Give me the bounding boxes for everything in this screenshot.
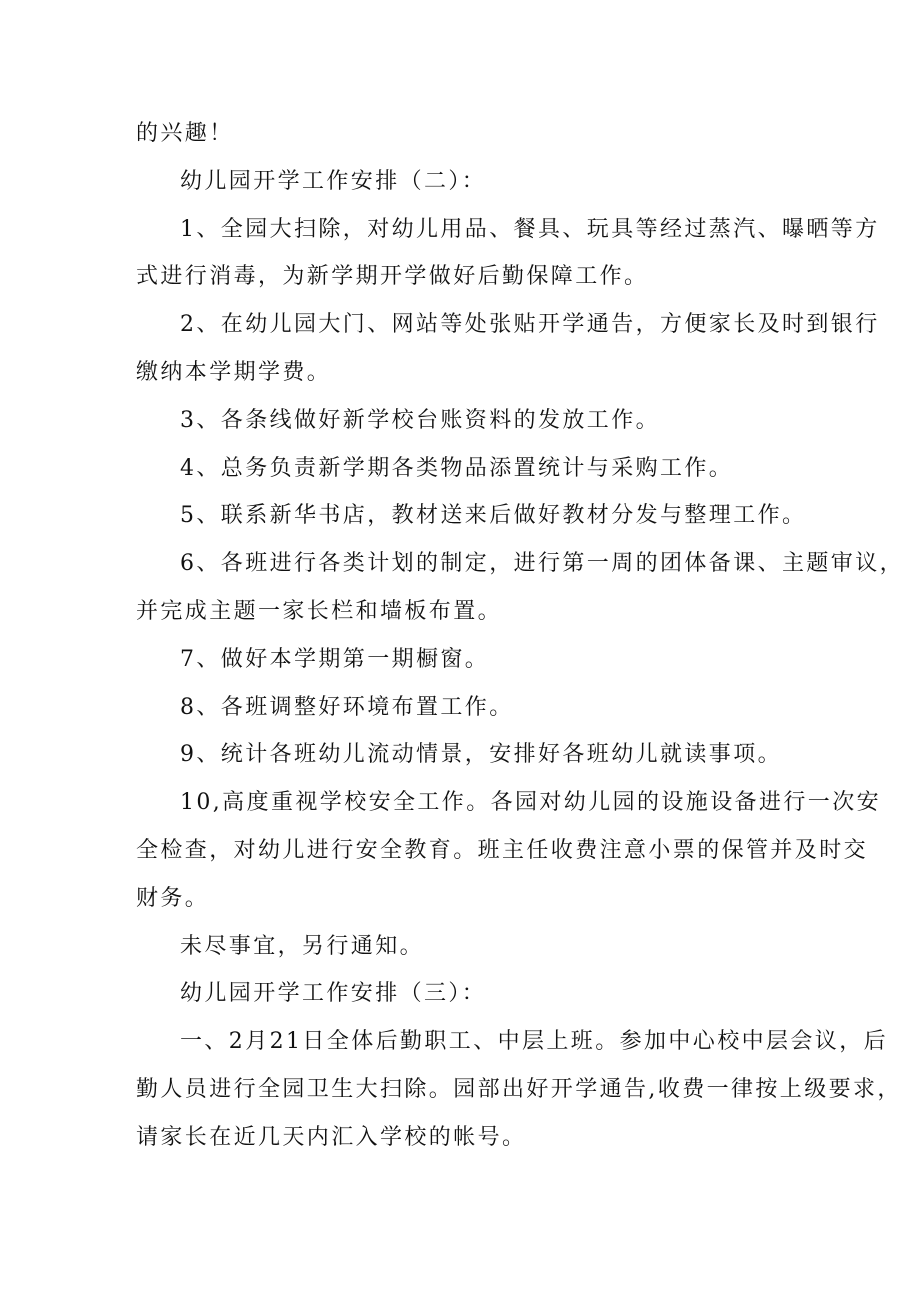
text-line: 3、各条线做好新学校台账资料的发放工作。 [180, 407, 660, 433]
text-line: 6、各班进行各类计划的制定，进行第一周的团体备课、主题审议， [180, 551, 904, 577]
text-line: 式进行消毒，为新学期开学做好后勤保障工作。 [136, 264, 649, 290]
text-line: 财务。 [136, 885, 210, 911]
text-line: 8、各班调整好环境布置工作。 [180, 694, 514, 720]
text-line: 5、联系新华书店，教材送来后做好教材分发与整理工作。 [180, 503, 807, 529]
text-line: 并完成主题一家长栏和墙板布置。 [136, 598, 503, 624]
document-body [136, 110, 904, 1162]
text-line: 9、统计各班幼儿流动情景，安排好各班幼儿就读事项。 [180, 742, 782, 768]
text-line: 4、总务负责新学期各类物品添置统计与采购工作。 [180, 455, 734, 481]
text-line: 7、做好本学期第一期橱窗。 [180, 646, 490, 672]
text-line: 缴纳本学期学费。 [136, 359, 332, 385]
section-heading: 幼儿园开学工作安排（三）： [180, 981, 487, 1007]
text-line: 请家长在近几天内汇入学校的帐号。 [136, 1124, 527, 1150]
text-line: 的兴趣！ [136, 121, 234, 146]
text-line: 1、全园大扫除，对幼儿用品、餐具、玩具等经过蒸汽、曝晒等方 [180, 216, 880, 242]
text-line: 未尽事宜，另行通知。 [180, 933, 425, 959]
text-line: 10,高度重视学校安全工作。各园对幼儿园的设施设备进行一次安 [180, 790, 881, 816]
text-line: 全检查，对幼儿进行安全教育。班主任收费注意小票的保管并及时交 [136, 837, 869, 863]
text-line: 一、2月21日全体后勤职工、中层上班。参加中心校中层会议，后 [180, 1029, 888, 1055]
text-line: 2、在幼儿园大门、网站等处张贴开学通告，方便家长及时到银行 [180, 312, 880, 338]
section-heading: 幼儿园开学工作安排（二）： [180, 168, 487, 194]
text-line: 勤人员进行全园卫生大扫除。园部出好开学通告,收费一律按上级要求， [136, 1076, 902, 1102]
